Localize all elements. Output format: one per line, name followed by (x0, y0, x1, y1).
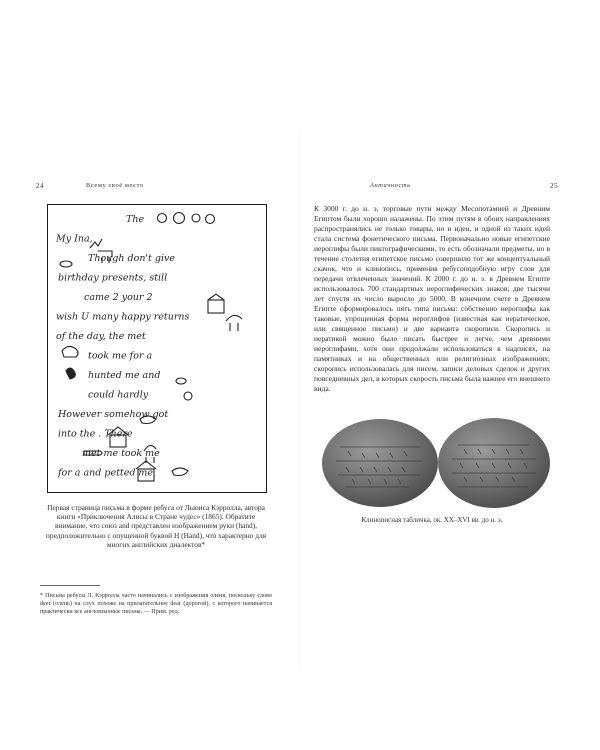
deer-head-icon (66, 368, 75, 379)
facsimile-caption: Первая страница письма в форме ребуса от Льюиса Кэрролла, автора книги «Приключения Алисы в Стране чудес» (1865). Обратите внимание, что союз and представлен изображением руки (hand), предположительно с опущенной буквой Н (Hand), что характерно для многих английских диалектов* (45, 503, 267, 549)
footnote-rule (40, 585, 100, 586)
eye-icon (176, 378, 186, 384)
tablet-back-icon (438, 418, 550, 508)
rebus-line: However somehow got (58, 409, 169, 420)
rebus-line: hunted me and (88, 370, 161, 381)
tablet-front-icon (322, 419, 438, 507)
rebus-line: Though don't give (88, 253, 175, 264)
ring-glyph-icon (206, 215, 215, 224)
rebus-line: birthday presents, still (58, 272, 168, 284)
rebus-line: The (126, 214, 145, 225)
footnote: * Письма ребусы Л. Кэрролла часто начинались с изображения оленя, поскольку слово deer (олень) на слух похоже на прилагательное dear (дорогой), с которого начинается практически все англоязычные письма. — Прим. ред. (40, 593, 272, 616)
rebus-line: My Ina, (56, 233, 93, 245)
ring-glyph-icon (192, 214, 200, 222)
gate-icon (208, 300, 224, 313)
right-running-head: Античность (370, 182, 411, 189)
tablet-caption: Клинописная табличка, ок. XX–XVI вв. до н. э. (361, 516, 503, 524)
rebus-letter-facsimile (47, 204, 267, 493)
rebus-line: of the day, the met (56, 331, 146, 342)
rebus-line: wish U many happy returns (56, 311, 190, 323)
rebus-line: came 2 your 2 (84, 292, 153, 303)
rebus-line: took me for a (88, 350, 153, 362)
body-text: К 3000 г. до н. э. торговые пути между Месопотамией и Древним Египтом были хорошо налажены. По этим путям в обоих направлениях распространялись не только товары, но и идеи, и одной из таких идей стала система фонетического письма. Первоначально новые египетские иероглифы были пиктографическими, то есть обозначали предметы, но в течение столетия египетское письмо совершило тот же концептуальный скачок, что и клинопись, применив ребусоподобную игру слов для передачи отвлеченных значений. К 2000 г. до н. э. в Древнем Египте использовалось 700 стандартных иероглифических знаков; две тысячи лет спустя их число выросло до 5000. В конечном счете в Древнем Египте сформировалось пять типа письма: собственно иероглифы как таковые, упрощенная форма иероглифов (известная как иератическое, или священное письмо) и две варианта скорописи. Скоропись и иератикой можно было писать быстрее и легче, чем древними иероглифами, хотя они продолжали использоваться в надписях, на памятниках и на общественных или религиозных изображениях; скоропись использовалась для писем, записи деловых сделок и других повседневных дел, в которых скорость письма была важнее его внешнего вида. (314, 204, 550, 393)
rebus-line: met me took me (82, 448, 160, 459)
fawn-icon (226, 315, 242, 331)
cuneiform-tablets-image (318, 417, 554, 509)
eye-glyph-icon (158, 214, 167, 223)
right-page-number: 25 (550, 182, 559, 190)
rebus-line: could hardly (88, 389, 149, 401)
eye-icon (60, 261, 72, 267)
rebus-letter-drawing (48, 205, 266, 492)
hand-icon (172, 468, 188, 476)
ring-glyph-icon (174, 213, 185, 224)
ring-glyph-icon (184, 392, 192, 400)
left-page-number: 24 (36, 182, 45, 190)
hand-icon (62, 346, 78, 357)
rebus-line: for a and petted me (58, 467, 154, 479)
left-running-head: Всему своё место (86, 182, 144, 189)
rebus-line: into the . There (58, 428, 133, 440)
